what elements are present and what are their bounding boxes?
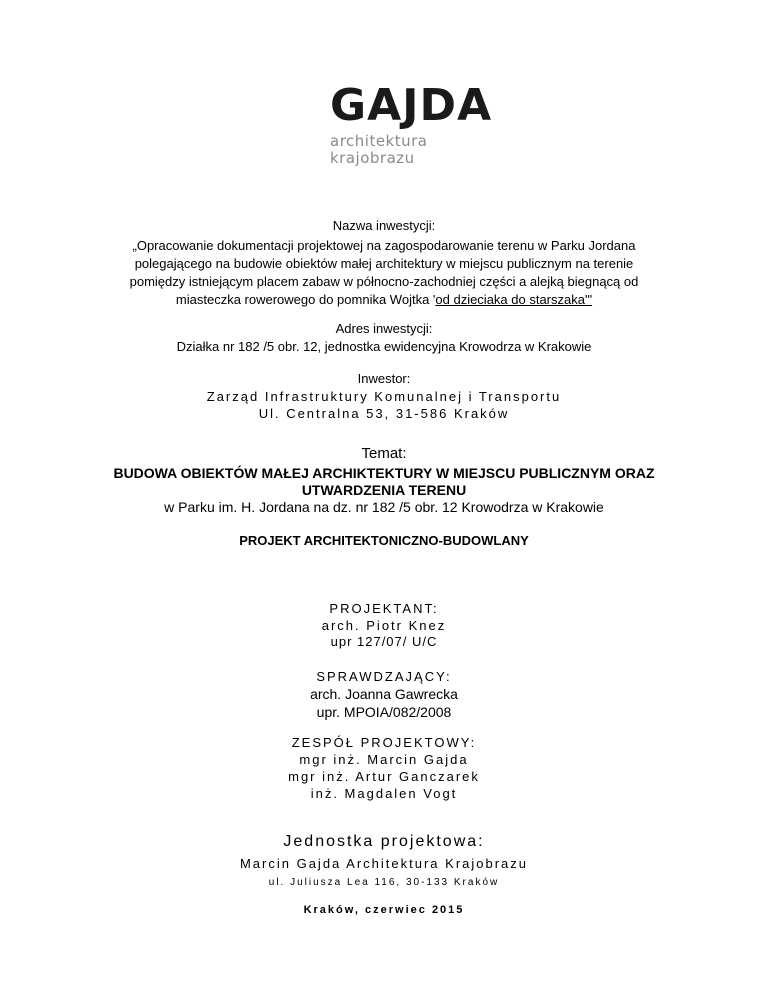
place-date: Kraków, czerwiec 2015 [303, 904, 465, 916]
topic-location: w Parku im. H. Jordana na dz. nr 182 /5 obr. 12 Krowodrza w Krakowie [164, 499, 604, 515]
unit-label: Jednostka projektowa: [283, 833, 485, 850]
address-label: Adres inwestycji: [335, 321, 433, 336]
investment-line-1: „Opracowanie dokumentacji projektowej na zagospodarowanie terenu w Parku Jordana [132, 238, 636, 253]
reviewer-label: SPRAWDZAJĄCY: [316, 669, 452, 684]
designer-label: PROJEKTANT: [329, 601, 439, 616]
investment-line-3: pomiędzy istniejącym placem zabaw w północno-zachodniej części a alejką biegnącą od [129, 274, 639, 289]
investor-name: Zarząd Infrastruktury Komunalnej i Transportu [206, 389, 562, 404]
unit-address: ul. Juliusza Lea 116, 30-133 Kraków [268, 877, 500, 888]
investment-line-4 [0, 290, 768, 310]
unit-name: Marcin Gajda Architektura Krajobrazu [239, 856, 529, 871]
topic-title-line-1: BUDOWA OBIEKTÓW MAŁEJ ARCHIKTEKTURY W MIEJSCU PUBLICZNYM ORAZ [113, 465, 655, 481]
investment-label: Nazwa inwestycji: [332, 218, 436, 233]
address-value: Działka nr 182 /5 obr. 12, jednostka ewidencyjna Krowodrza w Krakowie [176, 339, 592, 354]
reviewer-name: arch. Joanna Gawrecka [310, 686, 458, 702]
logo-wordmark: GAJDA [330, 80, 493, 131]
reviewer-license: upr. MPOIA/082/2008 [316, 704, 452, 720]
project-type: PROJEKT ARCHITEKTONICZNO-BUDOWLANY [239, 533, 529, 548]
investment-line-4-prefix: miasteczka rowerowego do pomnika Wojtka ' [175, 292, 436, 307]
investment-line-2: polegającego na budowie obiektów małej architektury w miejscu publicznym na terenie [134, 256, 634, 271]
team-member-1: mgr inż. Marcin Gajda [299, 752, 469, 767]
logo-subtitle-line2: krajobrazu [330, 149, 415, 167]
logo-subtitle-line1: architektura [330, 132, 428, 150]
designer-license: upr 127/07/ U/C [330, 634, 438, 649]
team-member-3: inż. Magdalen Vogt [310, 786, 458, 801]
investor-label: Inwestor: [357, 371, 411, 386]
topic-label: Temat: [361, 445, 407, 462]
designer-name: arch. Piotr Knez [321, 618, 447, 633]
investor-address: Ul. Centralna 53, 31-586 Kraków [258, 406, 510, 421]
investment-line-4-underlined: od dzieciaka do starszaka'" [435, 292, 593, 307]
topic-title-line-2: UTWARDZENIA TERENU [301, 482, 467, 498]
team-member-2: mgr inż. Artur Ganczarek [288, 769, 480, 784]
team-label: ZESPÓŁ PROJEKTOWY: [291, 735, 477, 750]
